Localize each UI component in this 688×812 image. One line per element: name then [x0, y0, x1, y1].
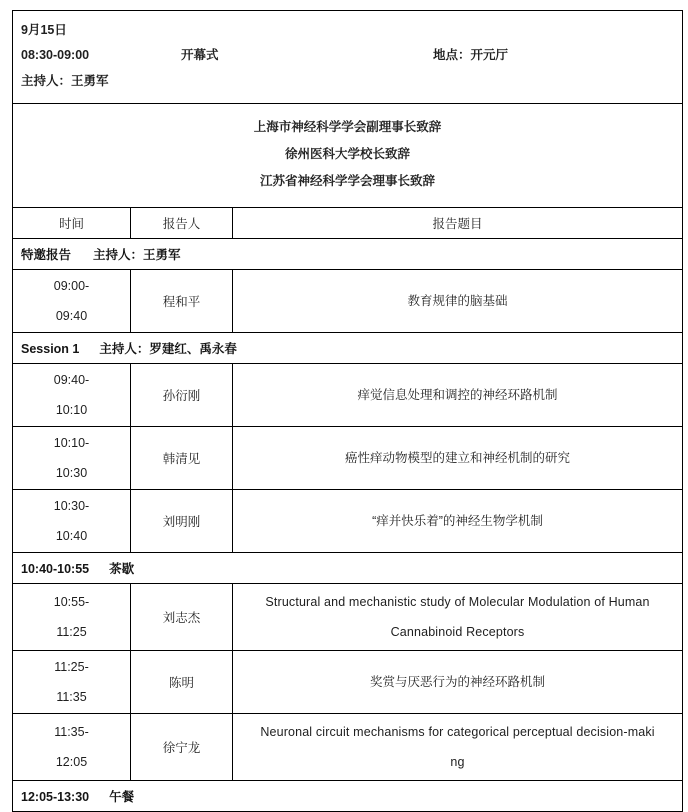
- opening-time: 08:30-09:00: [21, 48, 90, 62]
- speech-item: 上海市神经科学学会副理事长致辞: [253, 120, 442, 134]
- talk-time-end: 11:35: [56, 690, 87, 704]
- talk-speaker: 徐宁龙: [131, 714, 233, 781]
- talk-title: [233, 490, 683, 553]
- talk-title-line: ng: [450, 755, 465, 769]
- speeches-row: [13, 104, 683, 208]
- column-header-speaker: 报告人: [131, 208, 233, 239]
- talk-time: [13, 427, 131, 490]
- section-header-tea-break: [13, 553, 683, 584]
- section-header-invited-cell: [13, 239, 683, 270]
- talk-time-end: 10:30: [55, 466, 88, 480]
- talk-speaker: 刘明刚: [131, 490, 233, 553]
- opening-venue: 地点：开元厅: [433, 48, 509, 62]
- table-row: [13, 427, 683, 490]
- talk-title: [233, 364, 683, 427]
- talk-title: [233, 427, 683, 490]
- schedule-date: 9月15日: [21, 23, 67, 37]
- section-header-lunch: [13, 781, 683, 812]
- section-header-lunch-cell: [13, 781, 683, 812]
- opening-host: 主持人：王勇军: [21, 74, 109, 88]
- talk-time-start: 09:40-: [53, 373, 90, 387]
- talk-time-start: 11:25-: [54, 660, 89, 674]
- table-row: [13, 364, 683, 427]
- talk-speaker: 刘志杰: [131, 584, 233, 651]
- header-band: [13, 11, 682, 103]
- talk-title: [233, 270, 683, 333]
- section-header-tea-break-cell: [13, 553, 683, 584]
- talk-title: [233, 651, 683, 714]
- section-header-invited: [13, 239, 683, 270]
- talk-time: [13, 270, 131, 333]
- talk-speaker: 程和平: [131, 270, 233, 333]
- talk-time-end: 10:10: [55, 403, 88, 417]
- talk-time-start: 09:00-: [53, 279, 90, 293]
- speech-item: 江苏省神经科学学会理事长致辞: [260, 174, 436, 188]
- conference-schedule-table: [12, 10, 683, 812]
- talk-time: [13, 584, 131, 651]
- talk-time-start: 11:35-: [54, 725, 89, 739]
- break-label: 茶歇: [109, 562, 135, 576]
- speech-item: 徐州医科大学校长致辞: [285, 147, 411, 161]
- talk-speaker: 陈明: [131, 651, 233, 714]
- talk-title-line: Cannabinoid Receptors: [390, 625, 525, 639]
- talk-title-line: “痒并快乐着”的神经生物学机制: [372, 514, 543, 528]
- talk-title: [233, 714, 683, 781]
- talk-speaker: 韩清见: [131, 427, 233, 490]
- section-label: Session 1: [21, 342, 80, 356]
- header-band-row: [13, 11, 683, 104]
- section-label: 特邀报告: [21, 248, 72, 262]
- opening-event: 开幕式: [181, 48, 219, 62]
- talk-title-line: 奖赏与厌恶行为的神经环路机制: [370, 675, 546, 689]
- talk-title-line: 痒觉信息处理和调控的神经环路机制: [357, 388, 558, 402]
- talk-title: [233, 584, 683, 651]
- section-header-session1-cell: [13, 333, 683, 364]
- table-row: [13, 490, 683, 553]
- talk-time: [13, 364, 131, 427]
- section-host: 主持人：王勇军: [93, 248, 181, 262]
- speeches-cell: [13, 104, 683, 208]
- speeches-list: [13, 104, 682, 207]
- table-row: [13, 584, 683, 651]
- opening-line: [21, 42, 674, 68]
- talk-title-line: 癌性痒动物模型的建立和神经机制的研究: [345, 451, 571, 465]
- talk-time: [13, 490, 131, 553]
- talk-time-end: 11:25: [56, 625, 87, 639]
- talk-time-end: 09:40: [55, 309, 88, 323]
- column-header-row: [13, 208, 683, 239]
- break-label: 午餐: [109, 790, 135, 804]
- section-header-session1: [13, 333, 683, 364]
- talk-title-line: Structural and mechanistic study of Molecular Modulation of Human: [265, 595, 650, 609]
- talk-time: [13, 651, 131, 714]
- section-host: 主持人：罗建红、禹永春: [99, 342, 237, 356]
- talk-time-start: 10:30-: [53, 499, 90, 513]
- table-row: [13, 651, 683, 714]
- talk-time-end: 10:40: [55, 529, 88, 543]
- break-time: 12:05-13:30: [21, 790, 90, 804]
- talk-time-start: 10:55-: [53, 595, 90, 609]
- table-row: [13, 270, 683, 333]
- column-header-time: 时间: [13, 208, 131, 239]
- talk-time-end: 12:05: [55, 755, 88, 769]
- break-time: 10:40-10:55: [21, 562, 90, 576]
- talk-time-start: 10:10-: [53, 436, 90, 450]
- talk-speaker: 孙衍刚: [131, 364, 233, 427]
- talk-title-line: Neuronal circuit mechanisms for categorical perceptual decision-maki: [260, 725, 655, 739]
- header-band-cell: [13, 11, 683, 104]
- talk-time: [13, 714, 131, 781]
- talk-title-line: 教育规律的脑基础: [407, 294, 508, 308]
- column-header-title: 报告题目: [233, 208, 683, 239]
- table-row: [13, 714, 683, 781]
